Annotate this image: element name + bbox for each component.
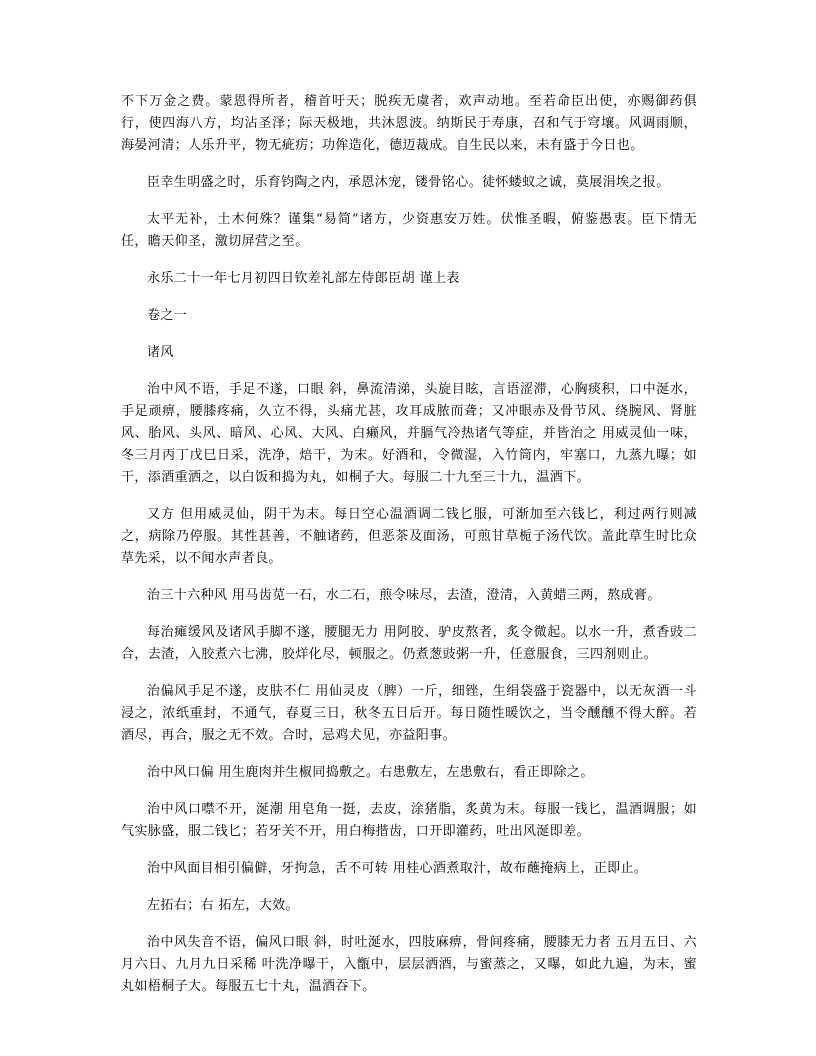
- recipe-paragraph: 每治瘫缓风及诸风手脚不遂，腰腿无力 用阿胶、驴皮熬者，炙令微起。以水一升，煮香豉二合，去渣，入胶煮六七沸，胶烊化尽，顿服之。仍煮葱豉粥一升，任意服食，三四剂则止。: [121, 625, 697, 662]
- recipe-paragraph: 又方 但用威灵仙，阴干为末。每日空心温酒调二钱匕服，可渐加至六钱匕，利过两行则减之，病除乃停服。其性甚善，不触诸药，但恶茶及面汤，可煎甘草栀子汤代饮。盖此草生时比众草先采，以不闻水声者良。: [121, 507, 697, 566]
- recipe-paragraph: 左拓右；右 拓左，大效。: [147, 898, 299, 913]
- recipe-paragraph: 治偏风手足不遂，皮肤不仁 用仙灵皮（脾）一斤，细锉，生绢袋盛于瓷器中，以无灰酒一斗浸之，浓纸重封，不通气，春夏三日，秋冬五日后开。每日随性暖饮之，当令醺醺不得大醉。若酒尽，再合，服之无不效。合时，忌鸡犬见，亦益阳事。: [121, 684, 697, 743]
- preface-paragraph-1: 不下万金之费。蒙恩得所者，稽首吁天；脱疾无虞者，欢声动地。至若命臣出使，亦赐御药俱行，使四海八方，均沾圣泽；际天极地，共沐恩波。纳斯民于寿康，召和气于穹壤。风调雨顺，海晏河清；人乐升平，物无疵疠；功侔造化，德迈裁成。自生民以来，未有盛于今日也。: [121, 94, 697, 153]
- recipe-paragraph: 治中风不语，手足不遂，口眼 斜，鼻流清涕，头旋目眩，言语涩滞，心胸痰积，口中涎水，手足顽痹，腰膝疼痛，久立不得，头痛尤甚，攻耳成脓而聋；又冲眼赤及骨节风、绕腕风、肾脏风、胎风、头风、暗风、心风、大风、白癞风，并膈气冷热诸气等症，并皆治之 用威灵仙一味，冬三月丙丁戊巳日采，洗净，焙干，为末。好酒和，令微湿，入竹筒内，牢塞口，九蒸九曝；如干，添酒重洒之，以白饭和捣为丸，如桐子大。每服二十九至三十九，温酒下。: [121, 382, 697, 485]
- volume-heading: 卷之一: [147, 308, 188, 323]
- recipe-paragraph: 治中风口偏 用生鹿肉并生椒同捣敷之。右患敷左，左患敷右，看正即除之。: [147, 765, 594, 780]
- preface-paragraph-2: 臣幸生明盛之时，乐育钧陶之内，承恩沐宠，镂骨铭心。徒怀蝼蚁之诚，莫展涓埃之报。: [147, 175, 670, 190]
- document-page: [121, 91, 697, 1013]
- recipe-paragraph: 治中风口噤不开，涎潮 用皂角一挺，去皮，涂猪脂，炙黄为末。每服一钱匕，温酒调服；如气实脉盛，服二钱匕；若牙关不开，用白梅揩齿，口开即灌药，吐出风涎即差。: [121, 802, 697, 839]
- preface-paragraph-3: 太平无补，土木何殊？谨集“易简”诸方，少资惠安万姓。伏惟圣暇，俯鉴愚衷。臣下情无任，瞻天仰圣，激切屏营之至。: [121, 212, 697, 249]
- recipe-paragraph: 治中风面目相引偏僻，牙拘急，舌不可转 用桂心酒煮取汁，故布蘸掩病上，正即止。: [147, 861, 648, 876]
- section-heading: 诸风: [147, 345, 174, 360]
- memorial-signature: 永乐二十一年七月初四日钦差礼部左侍郎臣胡 谨上表: [147, 271, 460, 286]
- recipe-paragraph: 治中风失音不语，偏风口眼 斜，时吐涎水，四肢麻痹，骨间疼痛，腰膝无力者 五月五日、六月六日、九月九日采稀 叶洗净曝干，入甑中，层层洒酒，与蜜蒸之，又曝，如此九遍，为末，蜜丸如梧桐子大。每服五七十丸，温酒吞下。: [121, 935, 697, 994]
- recipe-paragraph: 治三十六种风 用马齿苋一石，水二石，煎令味尽，去渣，澄清，入黄蜡三两，熬成膏。: [147, 588, 661, 603]
